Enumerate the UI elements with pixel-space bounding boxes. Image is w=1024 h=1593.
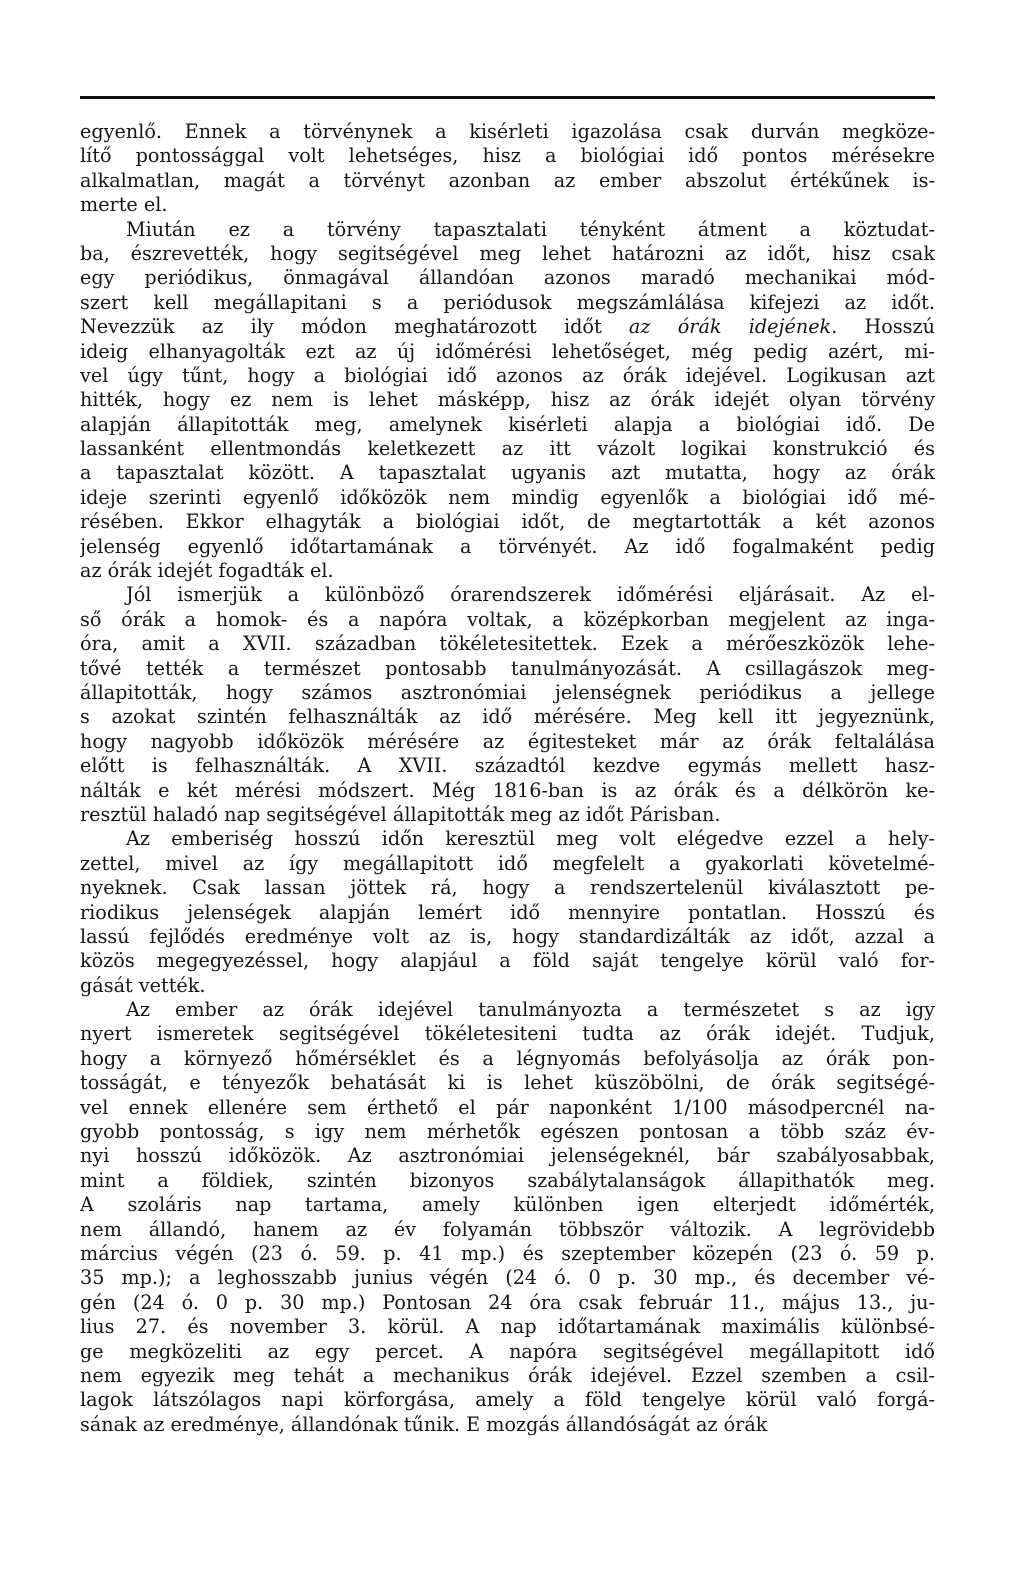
text-line: ideje szerinti egyenlő időközök nem mindig egyenlők a biológiai idő mé-: [80, 485, 935, 509]
text-line: hitték, hogy ez nem is lehet másképp, hisz az órák idejét olyan törvény: [80, 388, 935, 412]
text-line: hogy nagyobb időközök mérésére az égitesteket már az órák feltalálása: [80, 729, 935, 753]
text-line: nálták e két mérési módszert. Még 1816-ban is az órák és a délkörön ke-: [80, 778, 935, 802]
text-line: A szoláris nap tartama, amely különben igen elterjedt időmérték,: [80, 1193, 935, 1217]
text-line: nem egyezik meg tehát a mechanikus órák idejével. Ezzel szemben a csil-: [80, 1363, 935, 1387]
paragraph: [80, 827, 935, 998]
body-text: [80, 120, 935, 1437]
text-line: nyert ismeretek segitségével tökéletesiteni tudta az órák idejét. Tudjuk,: [80, 1022, 935, 1046]
text-line: Miután ez a törvény tapasztalati tényként átment a köztudat-: [126, 217, 935, 241]
text-line: riodikus jelenségek alapján lemért idő mennyire pontatlan. Hosszú és: [80, 900, 935, 924]
paragraph: [80, 998, 935, 1437]
text-line: Jól ismerjük a különböző órarendszerek időmérési eljárásait. Az el-: [126, 583, 935, 607]
text-line: sának az eredménye, állandónak tűnik. E mozgás állandóságát az órák: [80, 1412, 768, 1436]
text-line: közös megegyezéssel, hogy alapjául a föld saját tengelye körül való for-: [80, 949, 935, 973]
paragraph: [80, 120, 935, 218]
text-line: lagok látszólagos napi körforgása, amely a föld tengelye körül való forgá-: [80, 1388, 935, 1412]
text-line: jelenség egyenlő időtartamának a törvényét. Az idő fogalmaként pedig: [80, 534, 935, 558]
text-line: resztül haladó nap segitségével állapitották meg az időt Párisban.: [80, 802, 721, 826]
text-line: március végén (23 ó. 59. p. 41 mp.) és szeptember közepén (23 ó. 59 p.: [80, 1241, 935, 1265]
text-line: gyobb pontosság, s igy nem mérhetők egészen pontosan a több száz év-: [80, 1120, 935, 1144]
text-line: Az emberiség hosszú időn keresztül meg volt elégedve ezzel a hely-: [126, 827, 935, 851]
text-line: Az ember az órák idejével tanulmányozta a természetet s az igy: [126, 998, 935, 1022]
text-line: Nevezzük az ily módon meghatározott időt az órák idejének. Hosszú: [80, 315, 935, 339]
text-line: ideig elhanyagolták ezt az új időmérési lehetőséget, még pedig azért, mi-: [80, 339, 935, 363]
header-rule: [80, 96, 935, 99]
text-line: vel ennek ellenére sem érthető el pár naponként 1/100 másodpercnél na-: [80, 1095, 935, 1119]
text-line: merte el.: [80, 193, 168, 217]
text-line: résében. Ekkor elhagyták a biológiai időt, de megtartották a két azonos: [80, 510, 935, 534]
text-line: alapján állapitották meg, amelynek kisérleti alapja a biológiai idő. De: [80, 412, 935, 436]
text-line: mint a földiek, szintén bizonyos szabálytalanságok állapithatók meg.: [80, 1168, 935, 1192]
text-line: ge megközeliti az egy percet. A napóra segitségével megállapitott idő: [80, 1339, 935, 1363]
text-line: nyeknek. Csak lassan jöttek rá, hogy a rendszertelenül kiválasztott pe-: [80, 876, 935, 900]
text-line: egy periódikus, önmagával állandóan azonos maradó mechanikai mód-: [80, 266, 935, 290]
text-line: lius 27. és november 3. körül. A nap időtartamának maximális különbsé-: [80, 1315, 935, 1339]
text-line: vel úgy tűnt, hogy a biológiai idő azonos az órák idejével. Logikusan azt: [80, 363, 935, 387]
text-line: a tapasztalat között. A tapasztalat ugyanis azt mutatta, hogy az órák: [80, 461, 935, 485]
text-line: nem állandó, hanem az év folyamán többször változik. A legrövidebb: [80, 1217, 935, 1241]
text-line: az órák idejét fogadták el.: [80, 559, 334, 583]
paragraph: [80, 583, 935, 827]
text-line: lítő pontossággal volt lehetséges, hisz a biológiai idő pontos mérésekre: [80, 144, 935, 168]
text-line: alkalmatlan, magát a törvényt azonban az ember abszolut értékűnek is-: [80, 168, 935, 192]
text-line: 35 mp.); a leghosszabb junius végén (24 ó. 0 p. 30 mp., és december vé-: [80, 1266, 935, 1290]
text-line: ba, észrevették, hogy segitségével meg lehet határozni az időt, hisz csak: [80, 241, 935, 265]
text-line: állapitották, hogy számos asztronómiai jelenségnek periódikus a jellege: [80, 680, 935, 704]
text-line: tosságát, e tényezők behatását ki is lehet küszöbölni, de órák segitségé-: [80, 1071, 935, 1095]
text-line: egyenlő. Ennek a törvénynek a kisérleti igazolása csak durván megköze-: [80, 120, 935, 143]
text-line: szert kell megállapitani s a periódusok megszámlálása kifejezi az időt.: [80, 290, 935, 314]
text-line: gén (24 ó. 0 p. 30 mp.) Pontosan 24 óra csak február 11., május 13., ju-: [80, 1290, 935, 1314]
text-line: zettel, mivel az így megállapitott idő megfelelt a gyakorlati követelmé-: [80, 851, 935, 875]
emphasized-term: az órák idejének: [628, 315, 832, 339]
text-line: lassanként ellentmondás keletkezett az itt vázolt logikai konstrukció és: [80, 437, 935, 461]
text-line: óra, amit a XVII. században tökéletesitettek. Ezek a mérőeszközök lehe-: [80, 632, 935, 656]
text-line: lassú fejlődés eredménye volt az is, hogy standardizálták az időt, azzal a: [80, 924, 935, 948]
text-line: hogy a környező hőmérséklet és a légnyomás befolyásolja az órák pon-: [80, 1046, 935, 1070]
text-line: tővé tették a természet pontosabb tanulmányozását. A csillagászok meg-: [80, 656, 935, 680]
text-line: ső órák a homok- és a napóra voltak, a középkorban megjelent az inga-: [80, 607, 935, 631]
text-line: gását vették.: [80, 973, 206, 997]
paragraph: [80, 218, 935, 584]
text-line: előtt is felhasználták. A XVII. századtól kezdve egymás mellett hasz-: [80, 754, 935, 778]
text-line: nyi hosszú időközök. Az asztronómiai jelenségeknél, bár szabályosabbak,: [80, 1144, 935, 1168]
text-line: s azokat szintén felhasználták az idő mérésére. Meg kell itt jegyeznünk,: [80, 705, 935, 729]
